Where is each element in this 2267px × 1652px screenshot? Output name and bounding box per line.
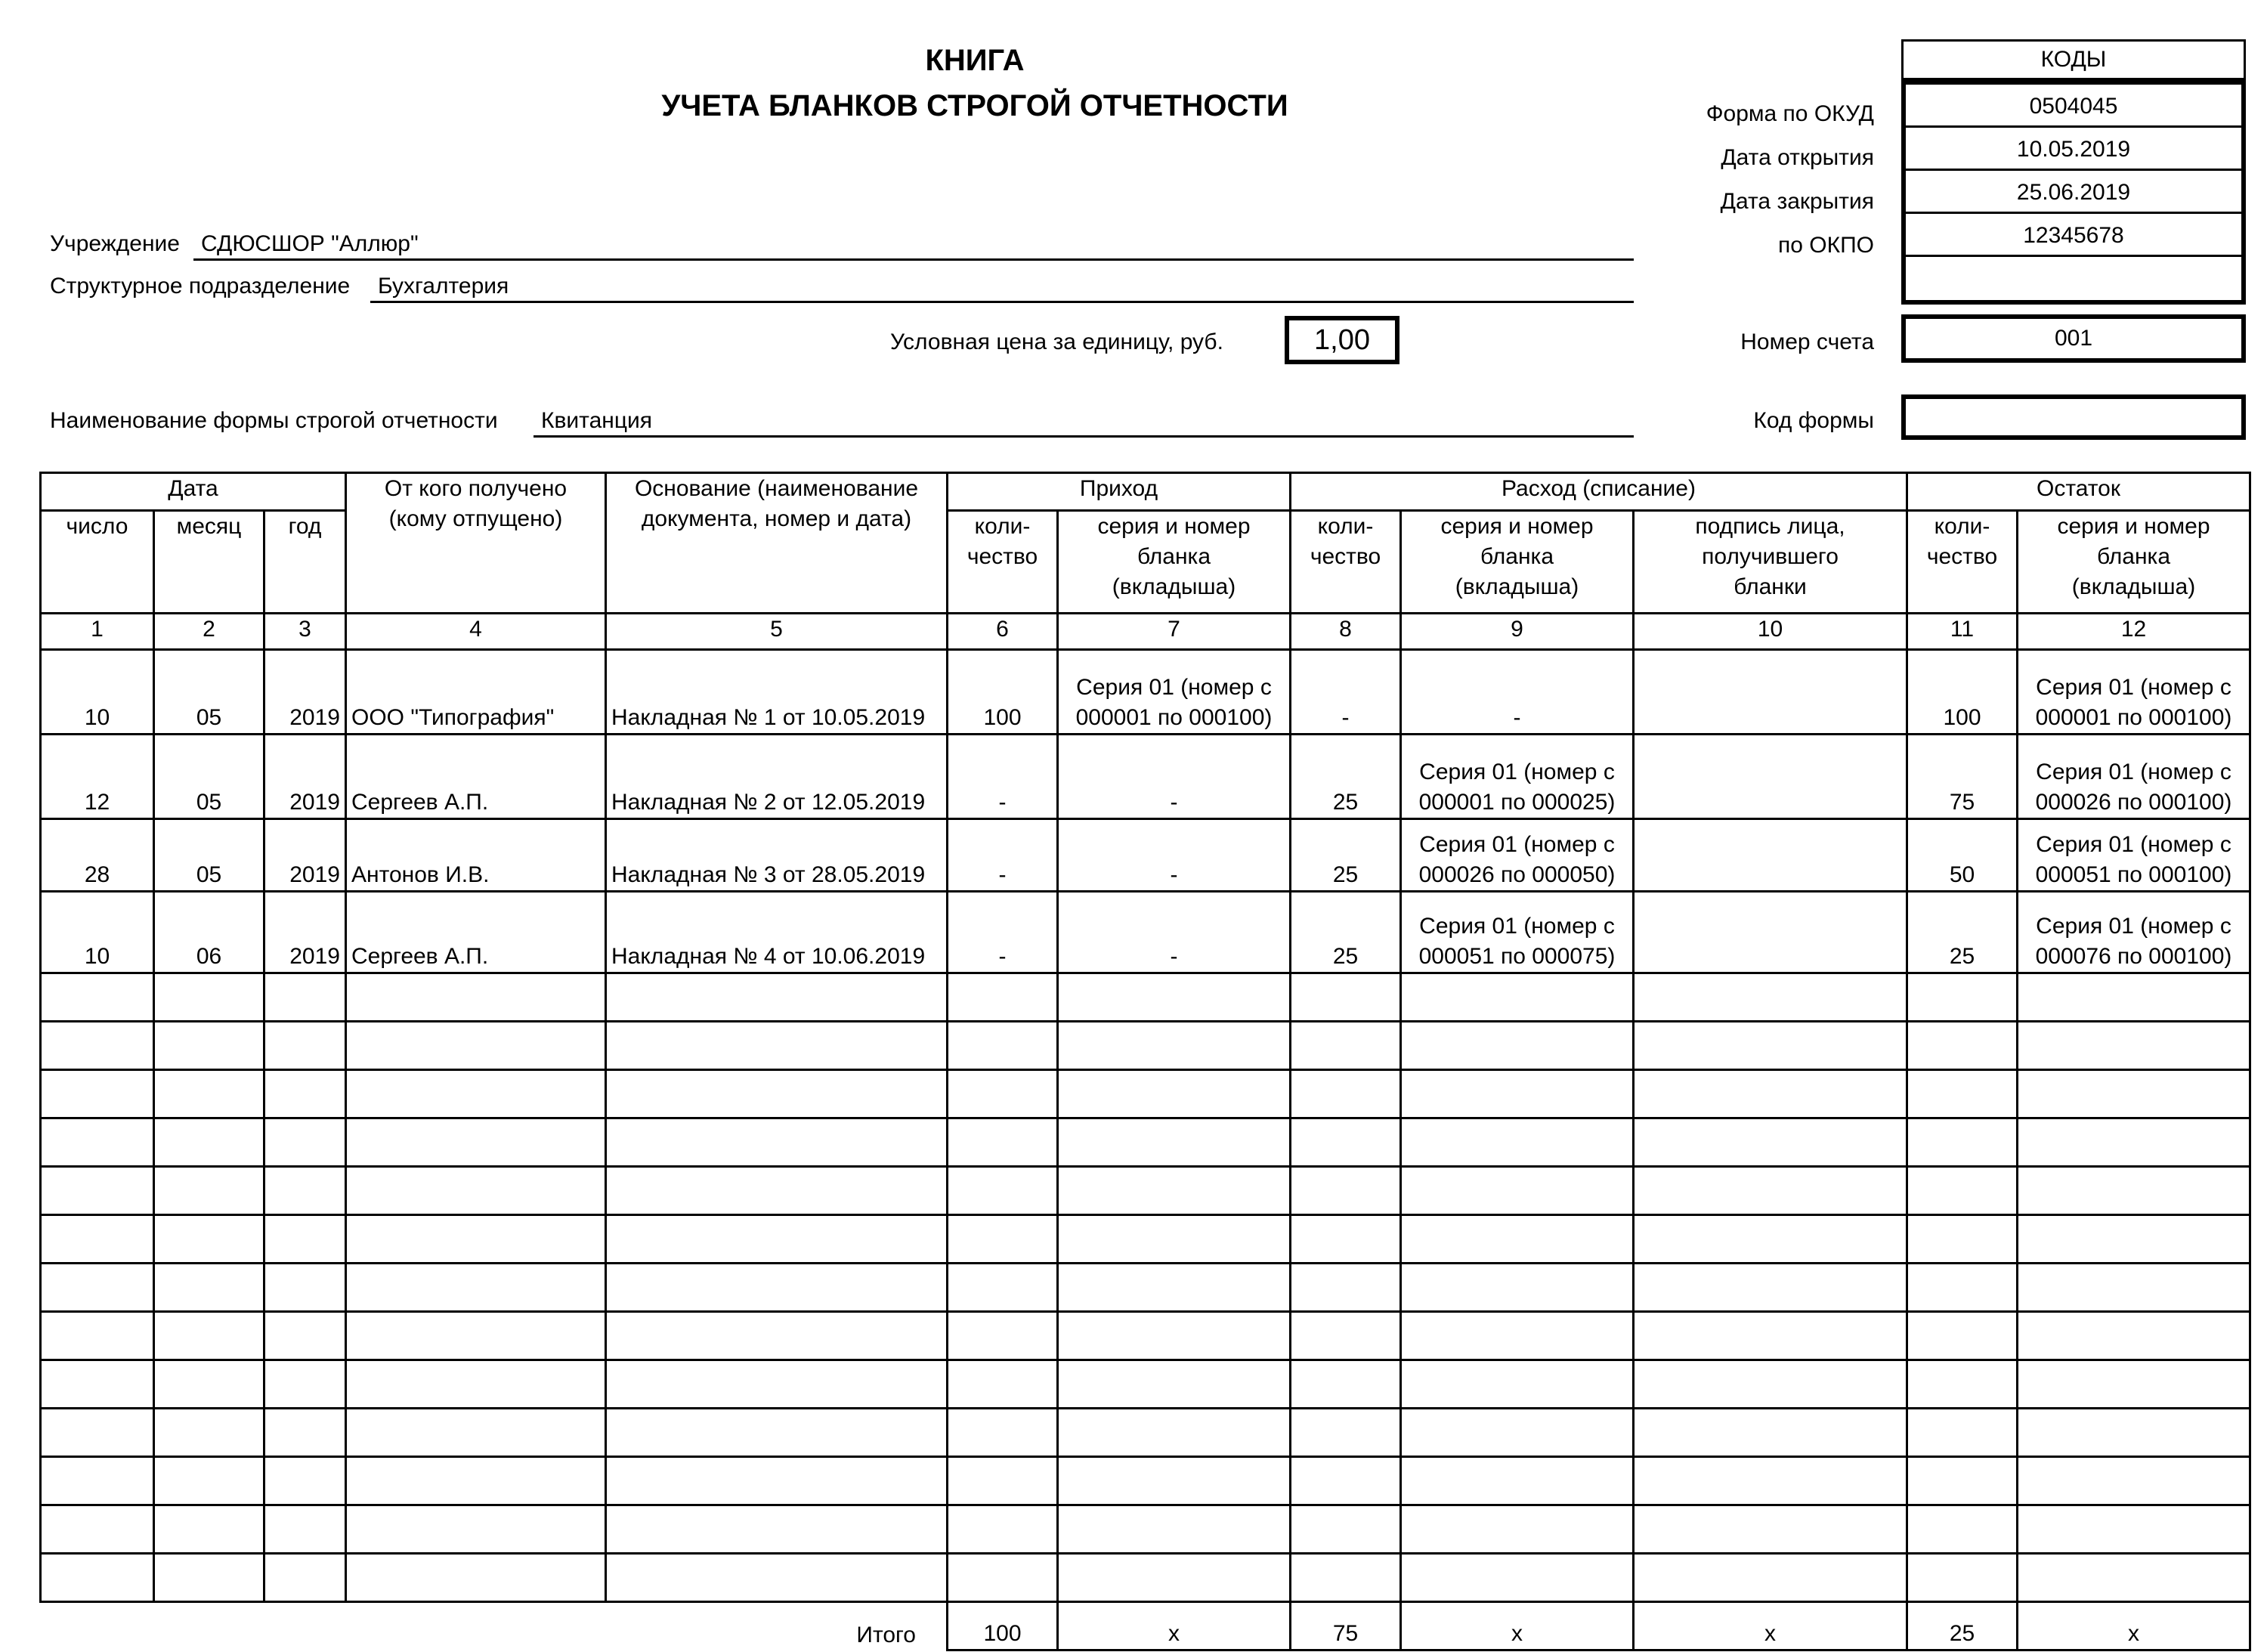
header-balance-series: серия и номер бланка (вкладыша) — [2018, 511, 2250, 614]
open-date-value[interactable]: 10.05.2019 — [1906, 128, 2241, 171]
empty-cell[interactable] — [1634, 1457, 1907, 1505]
empty-cell[interactable] — [1634, 1554, 1907, 1602]
empty-cell[interactable] — [1401, 1409, 1634, 1457]
cell-year[interactable]: 2019 — [264, 892, 346, 973]
empty-cell[interactable] — [1634, 1505, 1907, 1554]
empty-cell[interactable] — [264, 1022, 346, 1070]
cell-expense-sign[interactable] — [1634, 650, 1907, 735]
cell-income-series[interactable]: - — [1058, 735, 1291, 819]
empty-cell[interactable] — [264, 973, 346, 1022]
empty-cell[interactable] — [264, 1312, 346, 1360]
codes-header: КОДЫ — [1901, 39, 2246, 80]
cell-year[interactable]: 2019 — [264, 819, 346, 892]
column-number: 8 — [1291, 614, 1401, 650]
empty-cell[interactable] — [606, 1312, 948, 1360]
empty-cell[interactable] — [1058, 1215, 1291, 1264]
table-row-empty — [41, 1457, 2250, 1505]
empty-cell[interactable] — [1634, 1409, 1907, 1457]
empty-cell[interactable] — [948, 1409, 1058, 1457]
empty-cell[interactable] — [948, 1554, 1058, 1602]
header-expense-sign: подпись лица, получившего бланки — [1634, 511, 1907, 614]
empty-cell[interactable] — [948, 1070, 1058, 1118]
close-date-value[interactable]: 25.06.2019 — [1906, 171, 2241, 214]
empty-cell[interactable] — [1058, 1070, 1291, 1118]
cell-balance-series[interactable]: Серия 01 (номер с 000051 по 000100) — [2018, 819, 2250, 892]
empty-cell[interactable] — [1291, 1409, 1401, 1457]
column-number: 9 — [1401, 614, 1634, 650]
empty-cell[interactable] — [948, 1457, 1058, 1505]
table-row-empty — [41, 1070, 2250, 1118]
empty-cell[interactable] — [606, 1457, 948, 1505]
empty-cell[interactable] — [1401, 1554, 1634, 1602]
cell-balance-series[interactable]: Серия 01 (номер с 000076 по 000100) — [2018, 892, 2250, 973]
totals-label: Итого — [856, 1622, 916, 1647]
empty-cell[interactable] — [1907, 1264, 2018, 1312]
form-code-label: Код формы — [1753, 408, 1874, 433]
empty-cell[interactable] — [346, 1312, 606, 1360]
cell-day[interactable]: 10 — [41, 650, 154, 735]
division-value[interactable]: Бухгалтерия — [378, 274, 509, 299]
form-name-value[interactable]: Квитанция — [541, 408, 653, 433]
cell-income-qty[interactable]: - — [948, 735, 1058, 819]
okpo-value[interactable]: 12345678 — [1906, 214, 2241, 257]
empty-cell[interactable] — [1058, 1409, 1291, 1457]
empty-cell[interactable] — [2018, 1118, 2250, 1167]
empty-cell[interactable] — [606, 973, 948, 1022]
cell-basis[interactable]: Накладная № 3 от 28.05.2019 — [606, 819, 948, 892]
header-date: Дата — [41, 473, 346, 511]
empty-cell[interactable] — [1401, 1312, 1634, 1360]
cell-year[interactable]: 2019 — [264, 735, 346, 819]
cell-from-whom[interactable]: Антонов И.В. — [346, 819, 606, 892]
header-expense-qty: коли-чество — [1291, 511, 1401, 614]
empty-cell[interactable] — [41, 1118, 154, 1167]
empty-cell[interactable] — [1907, 1554, 2018, 1602]
empty-cell[interactable] — [1291, 1360, 1401, 1409]
header-basis: Основание (наименование документа, номер и дата) — [606, 473, 948, 614]
empty-cell[interactable] — [2018, 1457, 2250, 1505]
empty-cell[interactable] — [1907, 1022, 2018, 1070]
cell-month[interactable]: 05 — [154, 735, 264, 819]
empty-cell[interactable] — [264, 1457, 346, 1505]
table-row-empty — [41, 1312, 2250, 1360]
column-number: 1 — [41, 614, 154, 650]
column-number: 2 — [154, 614, 264, 650]
empty-cell[interactable] — [1907, 1360, 2018, 1409]
cell-expense-series[interactable]: Серия 01 (номер с 000026 по 000050) — [1401, 819, 1634, 892]
empty-cell[interactable] — [1058, 1264, 1291, 1312]
totals-inc-series[interactable]: х — [1058, 1602, 1291, 1650]
empty-cell[interactable] — [606, 1022, 948, 1070]
empty-cell[interactable] — [948, 1167, 1058, 1215]
empty-cell[interactable] — [1291, 973, 1401, 1022]
cell-income-qty[interactable]: - — [948, 892, 1058, 973]
table-row — [41, 650, 2250, 735]
empty-cell[interactable] — [1907, 1118, 2018, 1167]
header-income-series: серия и номер бланка (вкладыша) — [1058, 511, 1291, 614]
header-month: месяц — [154, 511, 264, 614]
empty-cell[interactable] — [346, 1409, 606, 1457]
empty-cell[interactable] — [1058, 1360, 1291, 1409]
empty-cell[interactable] — [154, 1022, 264, 1070]
empty-cell[interactable] — [346, 1118, 606, 1167]
empty-cell[interactable] — [154, 1554, 264, 1602]
cell-expense-qty[interactable]: 25 — [1291, 819, 1401, 892]
empty-cell[interactable] — [346, 973, 606, 1022]
cell-day[interactable]: 12 — [41, 735, 154, 819]
empty-cell[interactable] — [154, 1264, 264, 1312]
empty-cell[interactable] — [41, 1215, 154, 1264]
empty-cell[interactable] — [346, 1360, 606, 1409]
empty-cell[interactable] — [1401, 1215, 1634, 1264]
empty-cell[interactable] — [154, 1457, 264, 1505]
cell-from-whom[interactable]: ООО "Типография" — [346, 650, 606, 735]
empty-cell[interactable] — [154, 1118, 264, 1167]
empty-cell[interactable] — [1058, 1312, 1291, 1360]
empty-cell[interactable] — [346, 1215, 606, 1264]
empty-cell[interactable] — [948, 1264, 1058, 1312]
empty-cell[interactable] — [1058, 1118, 1291, 1167]
empty-cell[interactable] — [1907, 1070, 2018, 1118]
empty-cell[interactable] — [1401, 1167, 1634, 1215]
institution-value[interactable]: СДЮСШОР "Аллюр" — [201, 231, 419, 256]
empty-cell[interactable] — [606, 1264, 948, 1312]
cell-basis[interactable]: Накладная № 2 от 12.05.2019 — [606, 735, 948, 819]
empty-cell[interactable] — [264, 1554, 346, 1602]
header-balance-qty: коли-чество — [1907, 511, 2018, 614]
empty-cell[interactable] — [1907, 1215, 2018, 1264]
empty-cell[interactable] — [1291, 1118, 1401, 1167]
cell-expense-series[interactable]: Серия 01 (номер с 000001 по 000025) — [1401, 735, 1634, 819]
empty-cell[interactable] — [948, 1022, 1058, 1070]
cell-day[interactable]: 28 — [41, 819, 154, 892]
totals-exp-qty[interactable]: 75 — [1291, 1602, 1401, 1650]
empty-cell[interactable] — [1634, 1215, 1907, 1264]
empty-cell[interactable] — [1401, 1264, 1634, 1312]
cell-expense-series[interactable]: Серия 01 (номер с 000051 по 000075) — [1401, 892, 1634, 973]
empty-cell[interactable] — [41, 1070, 154, 1118]
empty-cell[interactable] — [1634, 1167, 1907, 1215]
empty-cell[interactable] — [948, 1505, 1058, 1554]
codes-block — [1901, 39, 2246, 305]
empty-cell[interactable] — [2018, 1505, 2250, 1554]
empty-cell[interactable] — [1401, 1457, 1634, 1505]
okud-value[interactable]: 0504045 — [1906, 85, 2241, 128]
cell-expense-qty[interactable]: - — [1291, 650, 1401, 735]
cell-basis[interactable]: Накладная № 1 от 10.05.2019 — [606, 650, 948, 735]
header-balance: Остаток — [1907, 473, 2250, 511]
header-year: год — [264, 511, 346, 614]
totals-exp-sign[interactable]: х — [1634, 1602, 1907, 1650]
empty-cell[interactable] — [1291, 1070, 1401, 1118]
empty-cell[interactable] — [154, 1215, 264, 1264]
cell-income-series[interactable]: Серия 01 (номер с 000001 по 000100) — [1058, 650, 1291, 735]
codes-empty-cell[interactable] — [1906, 257, 2241, 300]
empty-cell[interactable] — [606, 1215, 948, 1264]
empty-cell[interactable] — [2018, 1167, 2250, 1215]
empty-cell[interactable] — [41, 1409, 154, 1457]
empty-cell[interactable] — [2018, 1554, 2250, 1602]
empty-cell[interactable] — [1291, 1505, 1401, 1554]
empty-cell[interactable] — [346, 1264, 606, 1312]
empty-cell[interactable] — [1907, 1312, 2018, 1360]
header-income: Приход — [948, 473, 1291, 511]
table-row-empty — [41, 1360, 2250, 1409]
column-number: 7 — [1058, 614, 1291, 650]
cell-income-qty[interactable]: 100 — [948, 650, 1058, 735]
empty-cell[interactable] — [1058, 973, 1291, 1022]
column-number: 4 — [346, 614, 606, 650]
cell-expense-sign[interactable] — [1634, 892, 1907, 973]
empty-cell[interactable] — [1291, 1167, 1401, 1215]
header-from-whom: От кого получено (кому отпущено) — [346, 473, 606, 614]
cell-expense-qty[interactable]: 25 — [1291, 892, 1401, 973]
empty-cell[interactable] — [154, 1312, 264, 1360]
empty-cell[interactable] — [154, 1360, 264, 1409]
empty-cell[interactable] — [264, 1070, 346, 1118]
cell-month[interactable]: 05 — [154, 650, 264, 735]
header-income-qty: коли-чество — [948, 511, 1058, 614]
form-name-label: Наименование формы строгой отчетности — [50, 408, 498, 433]
cell-expense-sign[interactable] — [1634, 819, 1907, 892]
empty-cell[interactable] — [1058, 1167, 1291, 1215]
empty-cell[interactable] — [346, 1457, 606, 1505]
empty-cell[interactable] — [1291, 1554, 1401, 1602]
totals-row — [41, 1602, 2250, 1650]
empty-cell[interactable] — [41, 1554, 154, 1602]
empty-cell[interactable] — [2018, 1360, 2250, 1409]
empty-cell[interactable] — [606, 1409, 948, 1457]
empty-cell[interactable] — [2018, 1409, 2250, 1457]
empty-cell[interactable] — [1907, 1167, 2018, 1215]
close-date-label: Дата закрытия — [1720, 189, 1874, 214]
empty-cell[interactable] — [1634, 1360, 1907, 1409]
table-row-empty — [41, 1118, 2250, 1167]
empty-cell[interactable] — [1291, 1264, 1401, 1312]
table-row-empty — [41, 1022, 2250, 1070]
table-row-empty — [41, 1167, 2250, 1215]
open-date-label: Дата открытия — [1721, 145, 1874, 170]
division-underline — [370, 274, 1634, 303]
cell-income-series[interactable]: - — [1058, 819, 1291, 892]
empty-cell[interactable] — [1291, 1312, 1401, 1360]
empty-cell[interactable] — [606, 1070, 948, 1118]
doc-title-line2: УЧЕТА БЛАНКОВ СТРОГОЙ ОТЧЕТНОСТИ — [661, 89, 1288, 122]
institution-label: Учреждение — [50, 231, 180, 256]
empty-cell[interactable] — [41, 973, 154, 1022]
empty-cell[interactable] — [346, 1022, 606, 1070]
empty-cell[interactable] — [948, 1312, 1058, 1360]
empty-cell[interactable] — [41, 1167, 154, 1215]
table-row — [41, 735, 2250, 819]
form-code-value[interactable] — [1901, 394, 2246, 440]
cell-balance-qty[interactable]: 100 — [1907, 650, 2018, 735]
column-number: 10 — [1634, 614, 1907, 650]
empty-cell[interactable] — [41, 1457, 154, 1505]
table-row-empty — [41, 1505, 2250, 1554]
okpo-label: по ОКПО — [1778, 233, 1874, 258]
empty-cell[interactable] — [606, 1554, 948, 1602]
empty-cell[interactable] — [2018, 1215, 2250, 1264]
cell-expense-qty[interactable]: 25 — [1291, 735, 1401, 819]
table-row — [41, 819, 2250, 892]
empty-cell[interactable] — [264, 1505, 346, 1554]
cell-from-whom[interactable]: Сергеев А.П. — [346, 892, 606, 973]
empty-cell[interactable] — [41, 1022, 154, 1070]
empty-cell[interactable] — [1291, 1022, 1401, 1070]
empty-cell[interactable] — [1634, 973, 1907, 1022]
header-expense: Расход (списание) — [1291, 473, 1907, 511]
doc-title-line1: КНИГА — [925, 44, 1025, 77]
division-label: Структурное подразделение — [50, 274, 351, 299]
cell-year[interactable]: 2019 — [264, 650, 346, 735]
empty-cell[interactable] — [2018, 1070, 2250, 1118]
cell-day[interactable]: 10 — [41, 892, 154, 973]
empty-cell[interactable] — [1058, 1457, 1291, 1505]
cell-expense-series[interactable]: - — [1401, 650, 1634, 735]
cell-expense-sign[interactable] — [1634, 735, 1907, 819]
empty-cell[interactable] — [1907, 973, 2018, 1022]
empty-cell[interactable] — [41, 1505, 154, 1554]
cell-income-qty[interactable]: - — [948, 819, 1058, 892]
empty-cell[interactable] — [606, 1118, 948, 1167]
empty-cell[interactable] — [1907, 1457, 2018, 1505]
table-row-empty — [41, 1215, 2250, 1264]
empty-cell[interactable] — [1907, 1505, 2018, 1554]
empty-cell[interactable] — [1401, 1070, 1634, 1118]
empty-cell[interactable] — [1907, 1409, 2018, 1457]
cell-month[interactable]: 06 — [154, 892, 264, 973]
totals-inc-qty[interactable]: 100 — [948, 1602, 1058, 1650]
empty-cell[interactable] — [948, 1118, 1058, 1167]
empty-cell[interactable] — [264, 1409, 346, 1457]
empty-cell[interactable] — [2018, 1264, 2250, 1312]
table-row-empty — [41, 1554, 2250, 1602]
empty-cell[interactable] — [1634, 1264, 1907, 1312]
table-row — [41, 892, 2250, 973]
empty-cell[interactable] — [346, 1554, 606, 1602]
empty-cell[interactable] — [41, 1264, 154, 1312]
cell-balance-series[interactable]: Серия 01 (номер с 000001 по 000100) — [2018, 650, 2250, 735]
okud-label: Форма по ОКУД — [1706, 101, 1874, 126]
column-number: 5 — [606, 614, 948, 650]
empty-cell[interactable] — [2018, 1312, 2250, 1360]
empty-cell[interactable] — [346, 1505, 606, 1554]
totals-bal-qty[interactable]: 25 — [1907, 1602, 2018, 1650]
column-number: 11 — [1907, 614, 2018, 650]
price-label: Условная цена за единицу, руб. — [890, 329, 1223, 354]
totals-bal-series[interactable]: х — [2018, 1602, 2250, 1650]
empty-cell[interactable] — [346, 1167, 606, 1215]
price-value[interactable]: 1,00 — [1285, 316, 1399, 364]
empty-cell[interactable] — [41, 1360, 154, 1409]
empty-cell[interactable] — [1634, 1118, 1907, 1167]
cell-income-series[interactable]: - — [1058, 892, 1291, 973]
empty-cell[interactable] — [264, 1264, 346, 1312]
totals-exp-series[interactable]: х — [1401, 1602, 1634, 1650]
cell-balance-qty[interactable]: 25 — [1907, 892, 2018, 973]
empty-cell[interactable] — [1291, 1457, 1401, 1505]
empty-cell[interactable] — [1058, 1022, 1291, 1070]
cell-balance-series[interactable]: Серия 01 (номер с 000026 по 000100) — [2018, 735, 2250, 819]
empty-cell[interactable] — [1058, 1554, 1291, 1602]
empty-cell[interactable] — [1401, 1505, 1634, 1554]
empty-cell[interactable] — [1401, 1022, 1634, 1070]
cell-basis[interactable]: Накладная № 4 от 10.06.2019 — [606, 892, 948, 973]
empty-cell[interactable] — [1634, 1070, 1907, 1118]
empty-cell[interactable] — [264, 1215, 346, 1264]
empty-cell[interactable] — [1058, 1505, 1291, 1554]
empty-cell[interactable] — [154, 1505, 264, 1554]
empty-cell[interactable] — [948, 1215, 1058, 1264]
empty-cell[interactable] — [1634, 1312, 1907, 1360]
header-expense-series: серия и номер бланка (вкладыша) — [1401, 511, 1634, 614]
empty-cell[interactable] — [154, 1070, 264, 1118]
empty-cell[interactable] — [1634, 1022, 1907, 1070]
column-number: 6 — [948, 614, 1058, 650]
table-row-empty — [41, 1264, 2250, 1312]
cell-from-whom[interactable]: Сергеев А.П. — [346, 735, 606, 819]
empty-cell[interactable] — [606, 1505, 948, 1554]
codes-box — [1901, 80, 2246, 305]
empty-cell[interactable] — [1401, 1118, 1634, 1167]
account-label: Номер счета — [1740, 329, 1874, 354]
cell-balance-qty[interactable]: 75 — [1907, 735, 2018, 819]
empty-cell[interactable] — [606, 1360, 948, 1409]
empty-cell[interactable] — [2018, 1022, 2250, 1070]
empty-cell[interactable] — [264, 1167, 346, 1215]
form-name-underline — [534, 408, 1634, 438]
cell-month[interactable]: 05 — [154, 819, 264, 892]
empty-cell[interactable] — [1291, 1215, 1401, 1264]
ledger-table — [39, 472, 2251, 1651]
empty-cell[interactable] — [1401, 1360, 1634, 1409]
empty-cell[interactable] — [2018, 973, 2250, 1022]
empty-cell[interactable] — [41, 1312, 154, 1360]
header-day: число — [41, 511, 154, 614]
empty-cell[interactable] — [1401, 973, 1634, 1022]
account-value[interactable]: 001 — [1901, 314, 2246, 363]
cell-balance-qty[interactable]: 50 — [1907, 819, 2018, 892]
empty-cell[interactable] — [154, 1409, 264, 1457]
empty-cell[interactable] — [154, 973, 264, 1022]
column-number: 3 — [264, 614, 346, 650]
empty-cell[interactable] — [346, 1070, 606, 1118]
column-number: 12 — [2018, 614, 2250, 650]
empty-cell[interactable] — [948, 1360, 1058, 1409]
table-row-empty — [41, 1409, 2250, 1457]
empty-cell[interactable] — [264, 1360, 346, 1409]
table-row-empty — [41, 973, 2250, 1022]
empty-cell[interactable] — [154, 1167, 264, 1215]
empty-cell[interactable] — [606, 1167, 948, 1215]
empty-cell[interactable] — [948, 973, 1058, 1022]
empty-cell[interactable] — [264, 1118, 346, 1167]
